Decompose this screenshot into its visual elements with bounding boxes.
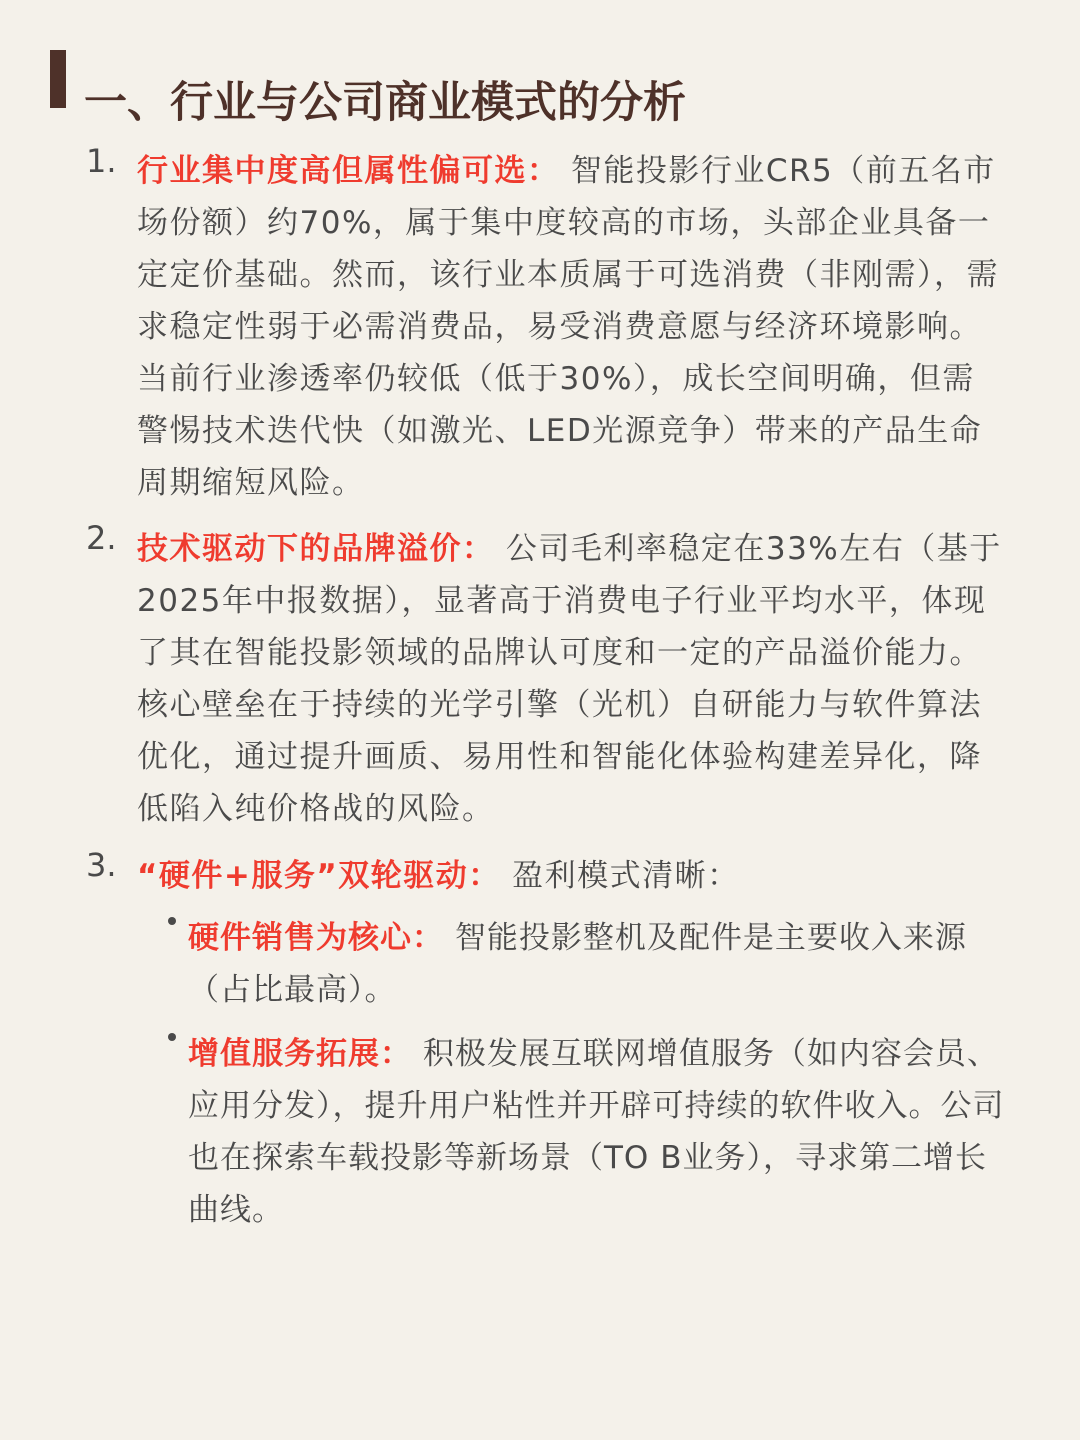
sub-list-item-paragraph [188,1028,1008,1236]
list-item-text: 公司毛利率稳定在33%左右（基于2025年中报数据），显著高于消费电子行业平均水平，体现了其在智能投影领域的品牌认可度和一定的产品溢价能力。核心壁垒在于持续的光学引擎（光机）自研能力与软件算法优化，通过提升画质、易用性和智能化体验构建差异化，降低陷入纯价格战的风险。 [137,531,1002,827]
sub-list-item-text: 积极发展互联网增值服务（如内容会员、应用分发），提升用户粘性并开辟可持续的软件收入。公司也在探索车载投影等新场景（TO B业务），寻求第二增长曲线。 [188,1036,1005,1228]
list-item-text: 智能投影行业CR5（前五名市场份额）约70%，属于集中度较高的市场，头部企业具备一定定价基础。然而，该行业本质属于可选消费（非刚需），需求稳定性弱于必需消费品，易受消费意愿与经济环境影响。当前行业渗透率仍较低（低于30%），成长空间明确，但需警惕技术迭代快（如激光、LED光源竞争）带来的产品生命周期缩短风险。 [137,153,999,501]
list-item-lead: “硬件+服务”双轮驱动： [137,858,501,894]
bullet-dot-icon [168,917,176,925]
sub-list-item-lead: 硬件销售为核心： [188,920,444,956]
sub-list-item-paragraph [188,912,1008,1016]
list-number: 1. [86,142,117,180]
list-item-paragraph [137,523,1007,835]
sub-list-item-text: 智能投影整机及配件是主要收入来源（占比最高）。 [188,920,967,1008]
list-number: 2. [86,519,117,557]
section-heading: 一、行业与公司商业模式的分析 [84,78,686,128]
bullet-dot-icon [168,1033,176,1041]
sub-list-item-lead: 增值服务拓展： [188,1036,412,1072]
heading-accent-bar [50,50,66,108]
list-item-paragraph [137,850,1007,902]
list-item-paragraph [137,145,1007,509]
list-item-lead: 行业集中度高但属性偏可选： [137,153,560,189]
list-item-lead: 技术驱动下的品牌溢价： [137,531,495,567]
list-number: 3. [86,846,117,884]
list-item-text: 盈利模式清晰： [512,858,740,894]
